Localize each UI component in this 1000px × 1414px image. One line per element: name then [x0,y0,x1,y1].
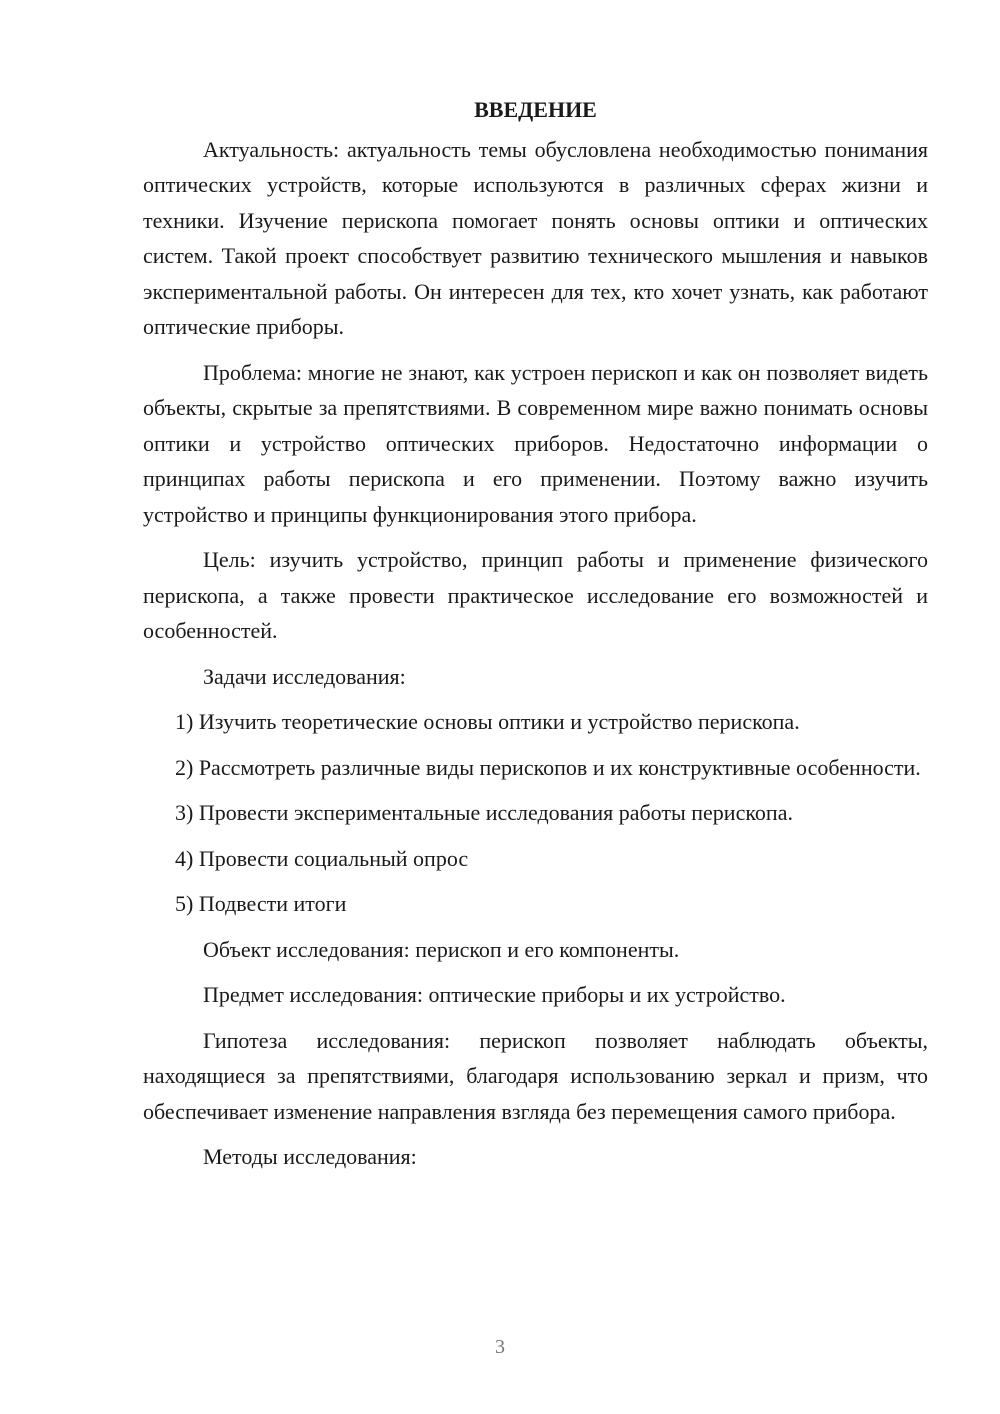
tasks-heading: Задачи исследования: [203,663,406,689]
page-number: 3 [495,1336,505,1358]
relevance-paragraph: Актуальность: актуальность темы обусловлена необходимостью понимания оптических устройств, которые используются в различных сферах жизни и техники. Изучение перископа помогает понять основы оптики и оптических систем. Такой проект способствует развитию технического мышления и навыков экспериментальной работы. Он интересен для тех, кто хочет узнать, как работают оптические приборы. [143,136,928,339]
methods-heading: Методы исследования: [203,1144,417,1169]
task-item: 2) Рассмотреть различные виды перископов и их конструктивные особенности. [175,754,921,780]
section-title: ВВЕДЕНИЕ [474,97,597,122]
task-item: 1) Изучить теоретические основы оптики и устройство перископа. [175,709,800,734]
subject-paragraph: Предмет исследования: оптические приборы и их устройство. [203,982,786,1007]
task-item: 4) Провести социальный опрос [175,845,469,871]
problem-paragraph: Проблема: многие не знают, как устроен перископ и как он позволяет видеть объекты, скрытые за препятствиями. В современном мире важно понимать основы оптики и устройство оптических приборов. Недостаточно информации о принципах работы перископа и его применении. Поэтому важно изучить устройство и принципы функционирования этого прибора. [143,359,928,527]
goal-paragraph: Цель: изучить устройство, принцип работы и применение физического перископа, а также провести практическое исследование его возможностей и особенностей. [143,547,928,643]
object-paragraph: Объект исследования: перископ и его компоненты. [203,936,680,962]
task-item: 3) Провести экспериментальные исследования работы перископа. [175,800,793,825]
task-item: 5) Подвести итоги [175,891,347,916]
hypothesis-paragraph: Гипотеза исследования: перископ позволяет наблюдать объекты, находящиеся за препятствиями, благодаря использованию зеркал и призм, что обеспечивает изменение направления взгляда без перемещения самого прибора. [143,1027,928,1124]
document-page [143,92,928,1175]
